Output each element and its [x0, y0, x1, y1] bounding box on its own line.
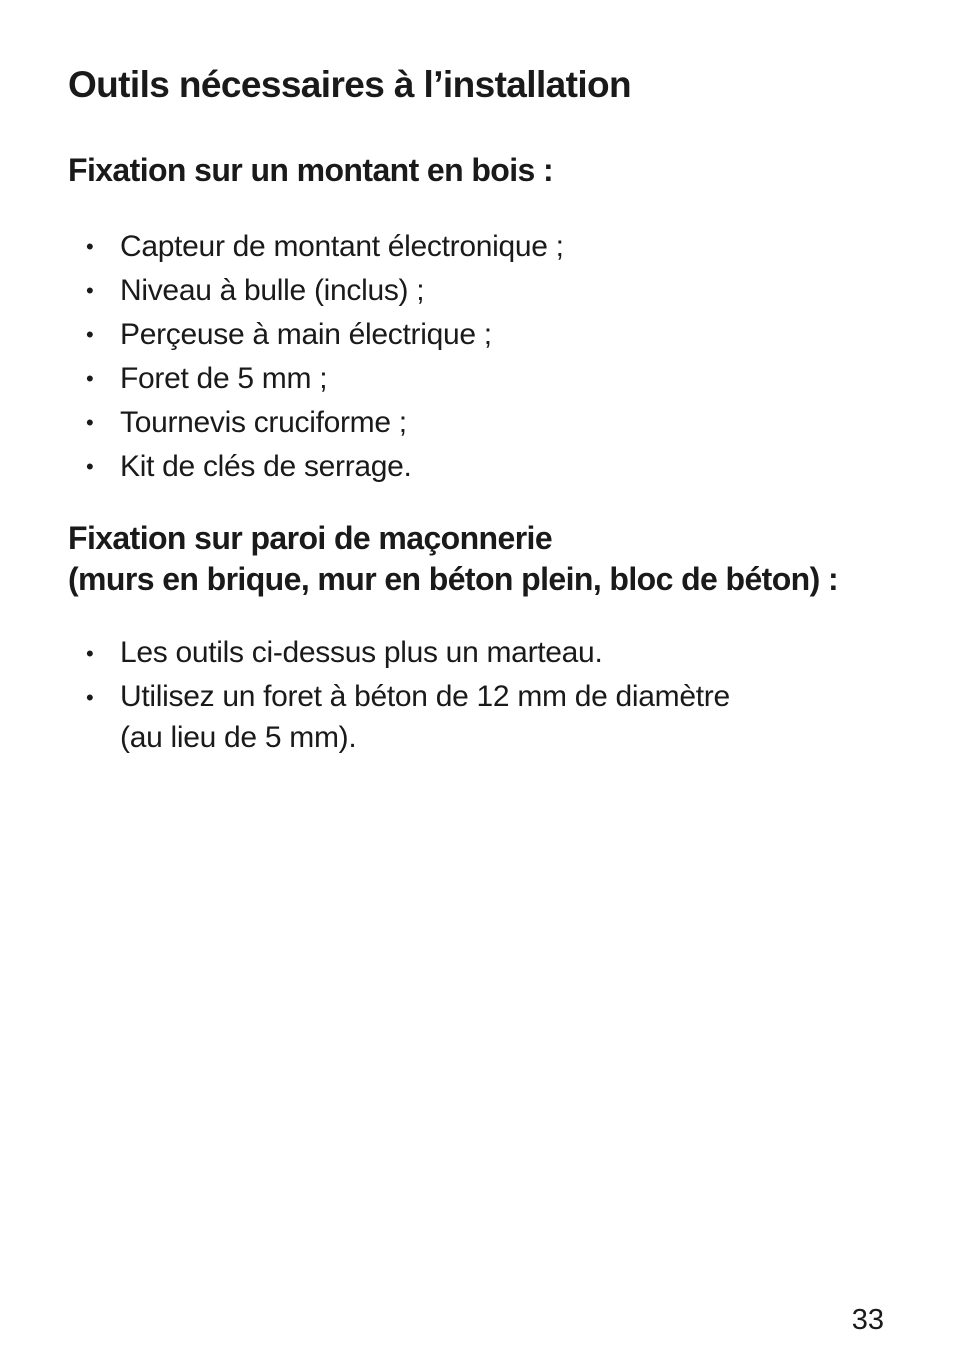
list-item — [0, 401, 954, 445]
bullet-icon: • — [86, 641, 94, 666]
masonry-heading-line1: Fixation sur paroi de maçonnerie — [68, 520, 553, 556]
list-item — [0, 676, 954, 758]
list-item — [0, 269, 954, 313]
list-item-text: Kit de clés de serrage. — [120, 450, 412, 483]
masonry-wall-heading — [68, 518, 838, 600]
list-item — [0, 445, 954, 489]
list-item — [0, 313, 954, 357]
masonry-tools-list — [0, 632, 954, 761]
bullet-icon: • — [86, 234, 94, 259]
bullet-icon: • — [86, 410, 94, 435]
bullet-icon: • — [86, 454, 94, 479]
list-item-text: Niveau à bulle (inclus) ; — [120, 274, 425, 307]
bullet-icon: • — [86, 366, 94, 391]
list-item — [0, 632, 954, 673]
list-item-text: Foret de 5 mm ; — [120, 362, 328, 395]
masonry-heading-line2: (murs en brique, mur en béton plein, bloc de béton) : — [68, 561, 839, 597]
list-item-text: Les outils ci-dessus plus un marteau. — [120, 636, 603, 669]
list-item — [0, 225, 954, 269]
list-item-text: Capteur de montant électronique ; — [120, 230, 564, 263]
page-number: 33 — [851, 1304, 884, 1336]
bullet-icon: • — [86, 278, 94, 303]
page-title: Outils nécessaires à l’installation — [68, 64, 632, 105]
list-item-text-continued: (au lieu de 5 mm). — [120, 721, 357, 754]
bullet-icon: • — [86, 685, 94, 710]
wood-stud-heading: Fixation sur un montant en bois : — [68, 152, 554, 188]
bullet-icon: • — [86, 322, 94, 347]
list-item — [0, 357, 954, 401]
list-item-text: Tournevis cruciforme ; — [120, 406, 407, 439]
list-item-text: Perçeuse à main électrique ; — [120, 318, 492, 351]
wood-tools-list — [0, 225, 954, 489]
list-item-text: Utilisez un foret à béton de 12 mm de diamètre — [120, 680, 730, 713]
